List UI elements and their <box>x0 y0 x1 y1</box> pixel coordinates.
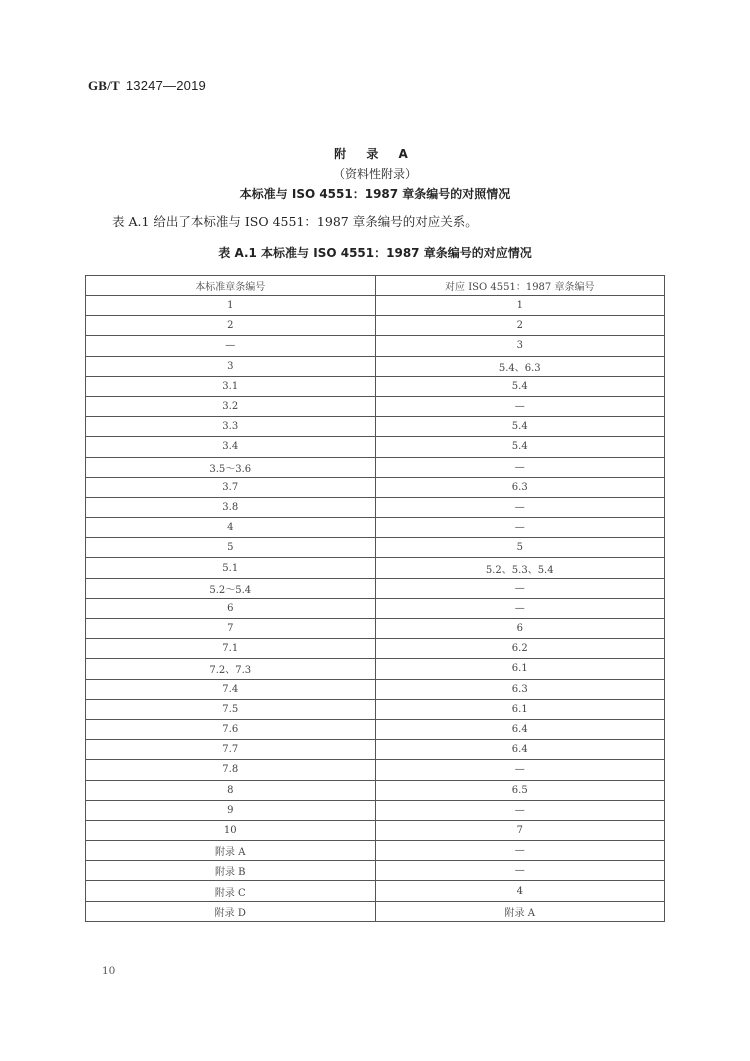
cell-this-standard: 附录 B <box>86 861 376 881</box>
table-row <box>86 598 665 618</box>
page-number: 10 <box>102 965 116 977</box>
standard-number: 13247—2019 <box>125 78 206 93</box>
table-row <box>86 457 665 477</box>
table-row <box>86 437 665 457</box>
intro-paragraph: 表 A.1 给出了本标准与 ISO 4551：1987 章条编号的对应关系。 <box>112 214 478 229</box>
table-row <box>86 296 665 316</box>
cell-iso-4551: — <box>375 760 665 780</box>
cell-this-standard: 7.5 <box>86 699 376 719</box>
annex-subtitle: 本标准与 ISO 4551：1987 章条编号的对照情况 <box>239 187 511 201</box>
standard-code <box>88 78 206 94</box>
cell-iso-4551: 2 <box>375 316 665 336</box>
cell-this-standard: 1 <box>86 296 376 316</box>
cell-this-standard: 7.8 <box>86 760 376 780</box>
cell-iso-4551: 6.1 <box>375 699 665 719</box>
table-row <box>86 497 665 517</box>
table-row <box>86 760 665 780</box>
cell-this-standard: 附录 C <box>86 881 376 901</box>
table-row <box>86 679 665 699</box>
cell-this-standard: 7.1 <box>86 639 376 659</box>
table-row <box>86 901 665 921</box>
correspondence-table <box>85 275 665 922</box>
table-row <box>86 417 665 437</box>
cell-iso-4551: — <box>375 457 665 477</box>
cell-this-standard: 7.6 <box>86 719 376 739</box>
table-row <box>86 396 665 416</box>
cell-this-standard: 3.4 <box>86 437 376 457</box>
table-row <box>86 538 665 558</box>
standard-prefix: GB/T <box>88 78 120 93</box>
cell-iso-4551: — <box>375 841 665 861</box>
table-row <box>86 477 665 497</box>
table-row <box>86 619 665 639</box>
cell-iso-4551: 5.4 <box>375 376 665 396</box>
cell-iso-4551: 附录 A <box>375 901 665 921</box>
table-row <box>86 336 665 356</box>
cell-this-standard: 7.4 <box>86 679 376 699</box>
annex-type: （资料性附录） <box>332 167 417 181</box>
table-row <box>86 316 665 336</box>
table-row <box>86 861 665 881</box>
cell-this-standard: 3.3 <box>86 417 376 437</box>
cell-iso-4551: — <box>375 800 665 820</box>
cell-this-standard: 5.1 <box>86 558 376 578</box>
cell-this-standard: 2 <box>86 316 376 336</box>
cell-this-standard: 3.7 <box>86 477 376 497</box>
cell-iso-4551: 5 <box>375 538 665 558</box>
table-row <box>86 881 665 901</box>
table-header-row <box>86 276 665 296</box>
cell-iso-4551: 6.2 <box>375 639 665 659</box>
cell-iso-4551: — <box>375 578 665 598</box>
column-header: 本标准章条编号 <box>86 276 376 296</box>
cell-iso-4551: 7 <box>375 820 665 840</box>
cell-this-standard: 3.2 <box>86 396 376 416</box>
cell-this-standard: 3 <box>86 356 376 376</box>
cell-iso-4551: 6.4 <box>375 719 665 739</box>
cell-this-standard: 7.7 <box>86 740 376 760</box>
cell-this-standard: 5 <box>86 538 376 558</box>
table-row <box>86 639 665 659</box>
table-row <box>86 518 665 538</box>
cell-this-standard: 4 <box>86 518 376 538</box>
table-row <box>86 800 665 820</box>
table-row <box>86 841 665 861</box>
cell-this-standard: 3.1 <box>86 376 376 396</box>
cell-iso-4551: — <box>375 497 665 517</box>
annex-title: 附 录 A <box>334 147 416 161</box>
column-header: 对应 ISO 4551：1987 章条编号 <box>375 276 665 296</box>
cell-this-standard: 附录 D <box>86 901 376 921</box>
cell-iso-4551: — <box>375 861 665 881</box>
cell-this-standard: 8 <box>86 780 376 800</box>
table-row <box>86 356 665 376</box>
table-row <box>86 740 665 760</box>
cell-iso-4551: — <box>375 518 665 538</box>
cell-this-standard: 9 <box>86 800 376 820</box>
cell-iso-4551: — <box>375 598 665 618</box>
cell-this-standard: — <box>86 336 376 356</box>
table-caption: 表 A.1 本标准与 ISO 4551：1987 章条编号的对应情况 <box>218 246 532 260</box>
cell-iso-4551: — <box>375 396 665 416</box>
cell-this-standard: 7.2、7.3 <box>86 659 376 679</box>
cell-this-standard: 6 <box>86 598 376 618</box>
cell-iso-4551: 5.4 <box>375 437 665 457</box>
cell-this-standard: 5.2～5.4 <box>86 578 376 598</box>
table-row <box>86 719 665 739</box>
cell-this-standard: 3.5～3.6 <box>86 457 376 477</box>
cell-iso-4551: 6.1 <box>375 659 665 679</box>
cell-iso-4551: 6.4 <box>375 740 665 760</box>
cell-this-standard: 7 <box>86 619 376 639</box>
cell-iso-4551: 4 <box>375 881 665 901</box>
cell-this-standard: 10 <box>86 820 376 840</box>
table-row <box>86 578 665 598</box>
table-row <box>86 780 665 800</box>
table-row <box>86 820 665 840</box>
cell-iso-4551: 3 <box>375 336 665 356</box>
table-row <box>86 699 665 719</box>
cell-this-standard: 附录 A <box>86 841 376 861</box>
cell-iso-4551: 5.4、6.3 <box>375 356 665 376</box>
table-row <box>86 376 665 396</box>
table-row <box>86 659 665 679</box>
cell-iso-4551: 6 <box>375 619 665 639</box>
cell-this-standard: 3.8 <box>86 497 376 517</box>
table-row <box>86 558 665 578</box>
cell-iso-4551: 1 <box>375 296 665 316</box>
cell-iso-4551: 6.3 <box>375 477 665 497</box>
cell-iso-4551: 6.5 <box>375 780 665 800</box>
cell-iso-4551: 5.2、5.3、5.4 <box>375 558 665 578</box>
cell-iso-4551: 6.3 <box>375 679 665 699</box>
cell-iso-4551: 5.4 <box>375 417 665 437</box>
